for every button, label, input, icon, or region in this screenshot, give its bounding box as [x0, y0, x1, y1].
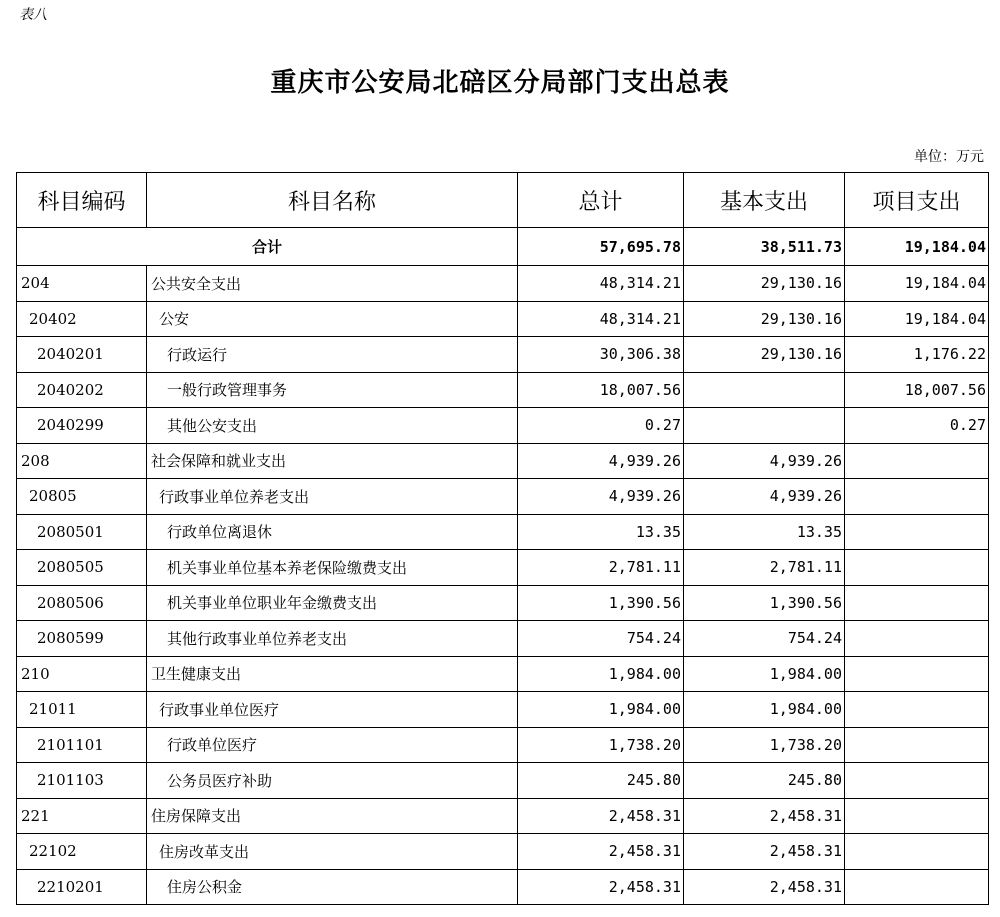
row-basic: 2,458.31 [684, 834, 845, 870]
row-name: 行政事业单位医疗 [147, 692, 518, 728]
row-code: 2040201 [17, 337, 147, 373]
row-total: 0.27 [518, 408, 684, 444]
row-total: 48,314.21 [518, 301, 684, 337]
row-total: 2,781.11 [518, 550, 684, 586]
row-name: 行政运行 [147, 337, 518, 373]
row-code: 221 [17, 798, 147, 834]
row-project: 18,007.56 [845, 372, 989, 408]
table-row [17, 550, 989, 586]
table-row [17, 869, 989, 905]
row-project [845, 727, 989, 763]
row-total: 754.24 [518, 621, 684, 657]
row-total: 1,390.56 [518, 585, 684, 621]
row-total: 30,306.38 [518, 337, 684, 373]
row-total: 245.80 [518, 763, 684, 799]
page-title: 重庆市公安局北碚区分局部门支出总表 [270, 68, 730, 98]
table-row [17, 301, 989, 337]
header-project: 项目支出 [845, 173, 989, 228]
row-basic [684, 408, 845, 444]
unit-label: 单位：万元 [914, 149, 984, 165]
row-project [845, 585, 989, 621]
table-row [17, 692, 989, 728]
row-total: 48,314.21 [518, 266, 684, 302]
row-basic: 2,781.11 [684, 550, 845, 586]
row-total: 2,458.31 [518, 869, 684, 905]
row-name: 行政单位离退休 [147, 514, 518, 550]
row-basic: 2,458.31 [684, 869, 845, 905]
row-basic: 1,984.00 [684, 656, 845, 692]
row-basic [684, 372, 845, 408]
row-project [845, 869, 989, 905]
header-name: 科目名称 [147, 173, 518, 228]
table-row [17, 585, 989, 621]
row-basic: 29,130.16 [684, 301, 845, 337]
total-project: 19,184.04 [845, 228, 989, 266]
row-project [845, 550, 989, 586]
total-total: 57,695.78 [518, 228, 684, 266]
row-name: 公共安全支出 [147, 266, 518, 302]
row-project [845, 834, 989, 870]
row-project [845, 656, 989, 692]
row-total: 1,984.00 [518, 656, 684, 692]
row-project [845, 692, 989, 728]
row-project [845, 514, 989, 550]
row-code: 21011 [17, 692, 147, 728]
row-project [845, 621, 989, 657]
row-code: 2040202 [17, 372, 147, 408]
row-name: 住房公积金 [147, 869, 518, 905]
row-basic: 4,939.26 [684, 443, 845, 479]
row-basic: 13.35 [684, 514, 845, 550]
table-number-label: 表八 [19, 7, 47, 23]
row-project [845, 763, 989, 799]
expenditure-table [16, 172, 989, 905]
row-total: 4,939.26 [518, 443, 684, 479]
row-name: 机关事业单位职业年金缴费支出 [147, 585, 518, 621]
row-code: 2080501 [17, 514, 147, 550]
row-total: 2,458.31 [518, 834, 684, 870]
table-row [17, 834, 989, 870]
row-project [845, 443, 989, 479]
row-basic: 29,130.16 [684, 337, 845, 373]
total-row [17, 228, 989, 266]
table-row [17, 763, 989, 799]
row-project: 19,184.04 [845, 266, 989, 302]
row-total: 4,939.26 [518, 479, 684, 515]
row-name: 社会保障和就业支出 [147, 443, 518, 479]
row-total: 18,007.56 [518, 372, 684, 408]
header-code: 科目编码 [17, 173, 147, 228]
row-total: 1,984.00 [518, 692, 684, 728]
row-basic: 29,130.16 [684, 266, 845, 302]
row-project: 1,176.22 [845, 337, 989, 373]
total-basic: 38,511.73 [684, 228, 845, 266]
table-row [17, 514, 989, 550]
row-name: 其他行政事业单位养老支出 [147, 621, 518, 657]
row-project: 0.27 [845, 408, 989, 444]
row-name: 公安 [147, 301, 518, 337]
row-name: 一般行政管理事务 [147, 372, 518, 408]
row-code: 2210201 [17, 869, 147, 905]
row-code: 210 [17, 656, 147, 692]
row-code: 208 [17, 443, 147, 479]
row-name: 公务员医疗补助 [147, 763, 518, 799]
table-row [17, 408, 989, 444]
row-name: 其他公安支出 [147, 408, 518, 444]
row-name: 卫生健康支出 [147, 656, 518, 692]
header-total: 总计 [518, 173, 684, 228]
total-label: 合计 [17, 228, 518, 266]
row-basic: 1,390.56 [684, 585, 845, 621]
table-row [17, 337, 989, 373]
row-project [845, 798, 989, 834]
row-code: 2040299 [17, 408, 147, 444]
table-row [17, 656, 989, 692]
row-project: 19,184.04 [845, 301, 989, 337]
row-basic: 1,984.00 [684, 692, 845, 728]
row-name: 住房改革支出 [147, 834, 518, 870]
row-project [845, 479, 989, 515]
row-code: 22102 [17, 834, 147, 870]
row-basic: 245.80 [684, 763, 845, 799]
row-basic: 754.24 [684, 621, 845, 657]
row-basic: 2,458.31 [684, 798, 845, 834]
table-row [17, 798, 989, 834]
header-basic: 基本支出 [684, 173, 845, 228]
table-row [17, 266, 989, 302]
row-code: 2080599 [17, 621, 147, 657]
row-name: 行政单位医疗 [147, 727, 518, 763]
table-row [17, 443, 989, 479]
row-total: 1,738.20 [518, 727, 684, 763]
row-name: 机关事业单位基本养老保险缴费支出 [147, 550, 518, 586]
table-row [17, 479, 989, 515]
table-row [17, 372, 989, 408]
row-code: 2080505 [17, 550, 147, 586]
row-code: 204 [17, 266, 147, 302]
row-total: 2,458.31 [518, 798, 684, 834]
row-basic: 4,939.26 [684, 479, 845, 515]
row-code: 2101103 [17, 763, 147, 799]
row-code: 2080506 [17, 585, 147, 621]
row-name: 行政事业单位养老支出 [147, 479, 518, 515]
row-total: 13.35 [518, 514, 684, 550]
header-row [17, 173, 989, 228]
row-basic: 1,738.20 [684, 727, 845, 763]
row-code: 20805 [17, 479, 147, 515]
table-row [17, 621, 989, 657]
row-code: 2101101 [17, 727, 147, 763]
table-row [17, 727, 989, 763]
row-code: 20402 [17, 301, 147, 337]
row-name: 住房保障支出 [147, 798, 518, 834]
